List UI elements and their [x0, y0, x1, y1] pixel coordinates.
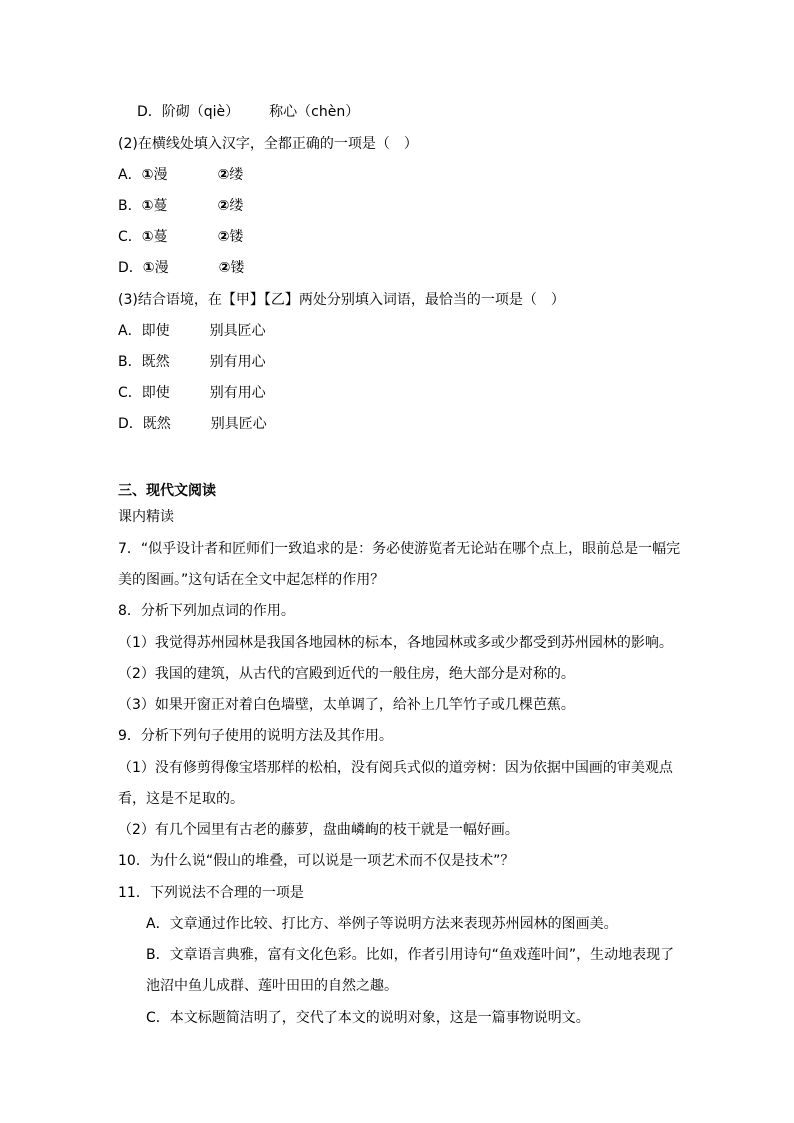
q8-item-2: （2）我国的建筑，从古代的宫殿到近代的一般住房，绝大部分是对称的。 — [118, 666, 575, 682]
q6-3-option-c — [118, 384, 266, 402]
option-label: D．阶砌（qiè） — [137, 104, 240, 120]
option-word: 镂 — [230, 260, 245, 276]
q8-item-1: （1）我觉得苏州园林是我国各地园林的标本，各地园林或多或少都受到苏州园林的影响。 — [118, 635, 673, 651]
option-label: A． — [118, 167, 142, 183]
q11-option-b-line-2: 池沼中鱼儿成群、莲叶田田的自然之趣。 — [146, 978, 398, 994]
section-title: 三、现代文阅读 — [118, 483, 216, 499]
q6-3-stem: (3)结合语境，在【甲】【乙】两处分别填入词语，最恰当的一项是（ ） — [118, 292, 565, 308]
option-word: 蔓 — [153, 198, 168, 214]
q8-item-3: （3）如果开窗正对着白色墙壁，太单调了，给补上几竿竹子或几棵芭蕉。 — [118, 697, 575, 713]
q9-item-1-line-2: 看，这是不足取的。 — [118, 791, 244, 807]
option-label: A．即使 — [118, 323, 170, 339]
option-text: 别具匠心 — [209, 323, 266, 339]
option-text: 别有用心 — [209, 354, 266, 370]
circled-number: ② — [217, 167, 230, 183]
q11-option-b-line-1: B．文章语言典雅，富有文化色彩。比如，作者引用诗句“鱼戏莲叶间”，生动地表现了 — [146, 947, 675, 963]
circled-number: ① — [141, 229, 154, 245]
q9-item-1-line-1: （1）没有修剪得像宝塔那样的松柏，没有阅兵式似的道旁树：因为依据中国画的审美观点 — [118, 760, 673, 776]
option-label: B． — [118, 198, 142, 214]
circled-number: ① — [141, 198, 154, 214]
option-label: B．既然 — [118, 354, 170, 370]
q11-option-c: C．本文标题简洁明了，交代了本文的说明对象，这是一篇事物说明文。 — [146, 1010, 590, 1026]
option-text: 称心（chèn） — [269, 104, 360, 120]
option-word: 漫 — [153, 167, 168, 183]
option-text: 别有用心 — [209, 385, 266, 401]
option-word: 漫 — [154, 260, 169, 276]
circled-number: ① — [142, 260, 155, 276]
option-word: 镂 — [229, 229, 244, 245]
q6-2-option-b — [118, 197, 243, 215]
q9-stem: 9．分析下列句子使用的说明方法及其作用。 — [118, 728, 393, 744]
q7-line-2: 美的图画。”这句话在全文中起怎样的作用？ — [118, 572, 385, 588]
q6-3-option-a — [118, 322, 266, 340]
option-label: D．既然 — [118, 416, 171, 432]
circled-number: ② — [217, 198, 230, 214]
q6-3-option-d — [118, 415, 267, 433]
q6-2-option-a — [118, 166, 243, 184]
q6-3-option-b — [118, 353, 266, 371]
circled-number: ② — [217, 229, 230, 245]
q6-2-stem: (2)在横线处填入汉字，全都正确的一项是（ ） — [118, 136, 418, 152]
option-word: 蔓 — [153, 229, 168, 245]
section-subtitle: 课内精读 — [118, 509, 174, 525]
q11-stem: 11．下列说法不合理的一项是 — [118, 885, 304, 901]
option-text: 别具匠心 — [210, 416, 267, 432]
q6-2-option-c — [118, 228, 244, 246]
option-word: 缕 — [229, 167, 244, 183]
circled-number: ② — [218, 260, 231, 276]
q6-option-d — [137, 103, 359, 121]
option-label: C．即使 — [118, 385, 170, 401]
q8-stem: 8．分析下列加点词的作用。 — [118, 603, 295, 619]
q6-2-option-d — [118, 259, 245, 277]
option-word: 缕 — [229, 198, 244, 214]
q7-line-1: 7．“似乎设计者和匠师们一致追求的是：务必使游览者无论站在哪个点上，眼前总是一幅完 — [118, 541, 681, 557]
q9-item-2: （2）有几个园里有古老的藤萝，盘曲嶙峋的枝干就是一幅好画。 — [118, 822, 519, 838]
q10-text: 10．为什么说“假山的堆叠，可以说是一项艺术而不仅是技术”？ — [118, 853, 515, 869]
option-label: C． — [118, 229, 142, 245]
option-label: D． — [118, 260, 143, 276]
q11-option-a: A．文章通过作比较、打比方、举例子等说明方法来表现苏州园林的图画美。 — [146, 916, 618, 932]
circled-number: ① — [141, 167, 154, 183]
